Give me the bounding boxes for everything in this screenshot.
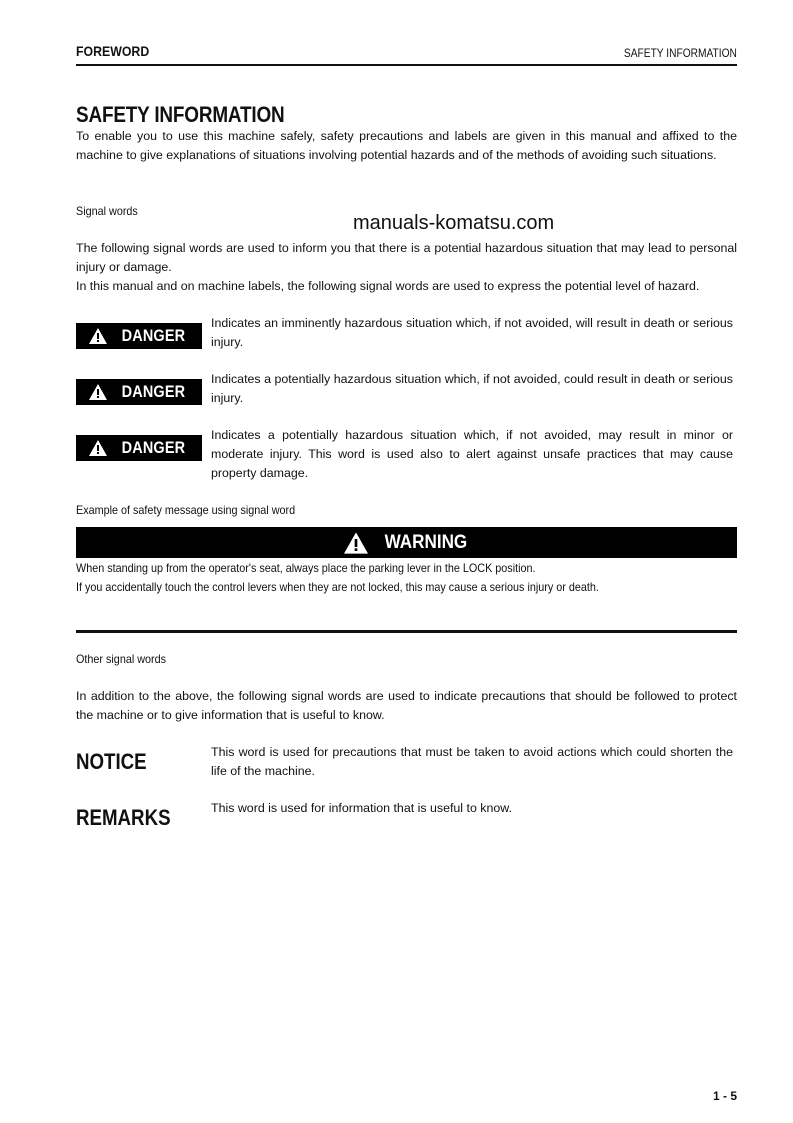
danger-badge bbox=[76, 379, 202, 405]
danger-badge-label: DANGER bbox=[121, 438, 185, 457]
danger-badge-label: DANGER bbox=[121, 326, 185, 345]
header-section-title: FOREWORD bbox=[76, 43, 150, 59]
header-divider bbox=[76, 64, 737, 66]
header-page-topic: SAFETY INFORMATION bbox=[624, 46, 737, 60]
danger-badge bbox=[76, 435, 202, 461]
section-divider bbox=[76, 630, 737, 633]
notice-label: NOTICE bbox=[76, 749, 147, 774]
warning-triangle-icon bbox=[88, 439, 108, 457]
other-signal-words-heading: Other signal words bbox=[76, 652, 167, 666]
warning-message-line: If you accidentally touch the control levers when they are not locked, this may cause a serious injury or death. bbox=[76, 580, 599, 594]
danger-description: Indicates an imminently hazardous situation which, if not avoided, will result in death or serious injury. bbox=[211, 316, 733, 349]
watermark-text: manuals-komatsu.com bbox=[353, 212, 555, 234]
signal-words-paragraph-2: In this manual and on machine labels, the following signal words are used to express the potential level of hazard. bbox=[76, 279, 700, 293]
notice-description: This word is used for precautions that must be taken to avoid actions which could shorten the life of the machine. bbox=[211, 745, 733, 778]
page-number: 1 - 5 bbox=[712, 1089, 737, 1103]
remarks-description: This word is used for information that is useful to know. bbox=[211, 801, 512, 815]
page-title: SAFETY INFORMATION bbox=[76, 102, 285, 127]
danger-description: Indicates a potentially hazardous situation which, if not avoided, could result in death or serious injury. bbox=[211, 372, 733, 405]
warning-triangle-icon bbox=[88, 383, 108, 401]
warning-message-line: When standing up from the operator's seat, always place the parking lever in the LOCK position. bbox=[76, 561, 536, 575]
danger-badge-label: DANGER bbox=[121, 382, 185, 401]
intro-paragraph: To enable you to use this machine safely, safety precautions and labels are given in this manual and affixed to the machine to give explanations of situations involving potential hazards and of the methods of avoiding such situations. bbox=[76, 129, 737, 162]
signal-words-heading: Signal words bbox=[76, 204, 138, 218]
warning-banner-label: WARNING bbox=[384, 531, 467, 553]
danger-description: Indicates a potentially hazardous situation which, if not avoided, may result in minor or moderate injury. This word is used also to alert against unsafe practices that may cause property damage. bbox=[211, 428, 733, 480]
remarks-label: REMARKS bbox=[76, 805, 171, 830]
signal-words-paragraph-1: The following signal words are used to inform you that there is a potential hazardous situation that may lead to personal injury or damage. bbox=[76, 241, 737, 274]
warning-banner bbox=[76, 527, 737, 558]
other-signal-words-paragraph: In addition to the above, the following signal words are used to indicate precautions that should be followed to protect the machine or to give information that is useful to know. bbox=[76, 689, 737, 722]
warning-triangle-icon bbox=[88, 327, 108, 345]
example-heading: Example of safety message using signal word bbox=[76, 503, 296, 517]
warning-triangle-icon bbox=[342, 531, 370, 555]
danger-badge bbox=[76, 323, 202, 349]
